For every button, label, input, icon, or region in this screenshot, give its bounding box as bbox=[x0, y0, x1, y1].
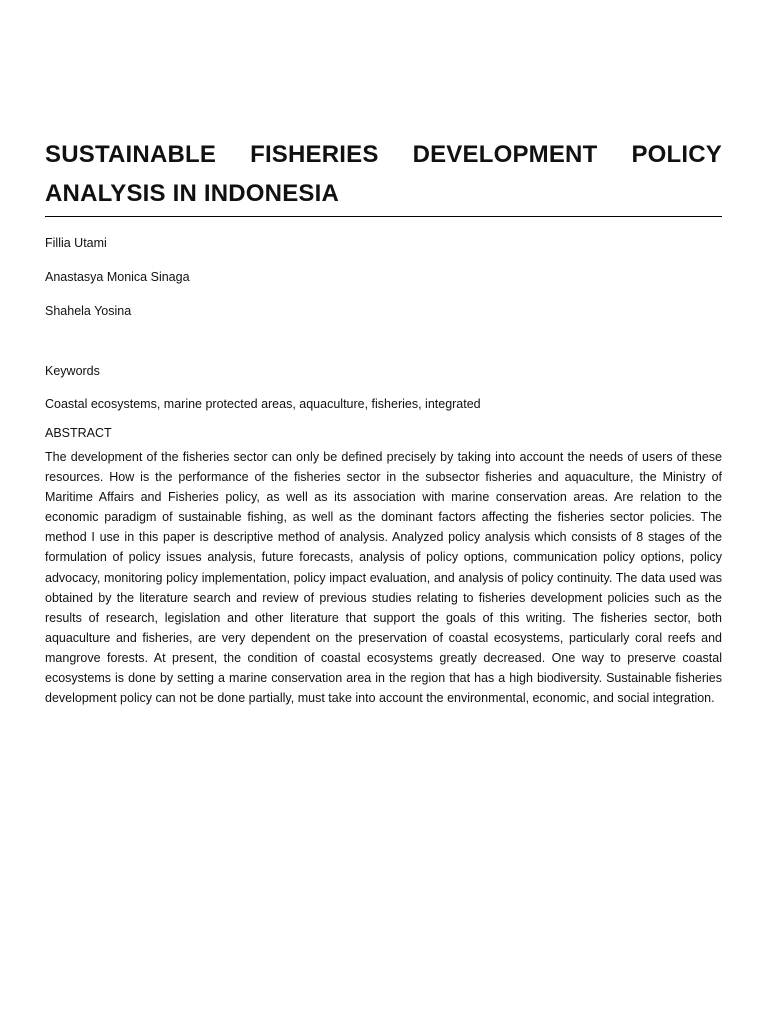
author-name: Fillia Utami bbox=[45, 236, 107, 250]
abstract-heading: ABSTRACT bbox=[45, 426, 112, 440]
paper-title: SUSTAINABLE FISHERIES DEVELOPMENT POLICY ANALYSIS IN INDONESIA bbox=[45, 141, 722, 207]
abstract-text: The development of the fisheries sector can only be defined precisely by taking into account the needs of users of these resources. How is the performance of the fisheries sector in the subsector fisheries and aquaculture, the Ministry of Maritime Affairs and Fisheries policy, as well as its association with marine conservation areas. Are relation to the economic paradigm of sustainable fishing, as well as the dominant factors affecting the fisheries sector policies. The method I use in this paper is descriptive method of analysis. Analyzed policy analysis which consists of 8 stages of the formulation of policy issues analysis, future forecasts, analysis of policy options, communication policy options, policy advocacy, monitoring policy implementation, policy impact evaluation, and analysis of policy continuity. The data used was obtained by the literature search and review of previous studies relating to fisheries development policies such as the results of research, legislation and other literature that support the goals of this writing. The fisheries sector, both aquaculture and fisheries, are very dependent on the preservation of coastal ecosystems, particularly coral reefs and mangrove forests. At present, the condition of coastal ecosystems greatly decreased. One way to preserve coastal ecosystems is done by setting a marine conservation area in the region that has a high biodiversity. Sustainable fisheries development policy can not be done partially, must take into account the environmental, economic, and social integration. bbox=[45, 450, 722, 706]
author-name: Anastasya Monica Sinaga bbox=[45, 270, 190, 284]
keywords-text: Coastal ecosystems, marine protected areas, aquaculture, fisheries, integrated bbox=[45, 397, 481, 411]
author-name: Shahela Yosina bbox=[45, 304, 132, 318]
keywords-heading: Keywords bbox=[45, 364, 100, 378]
title-block bbox=[45, 135, 722, 217]
author-list bbox=[45, 235, 722, 319]
paper-page bbox=[45, 0, 722, 708]
